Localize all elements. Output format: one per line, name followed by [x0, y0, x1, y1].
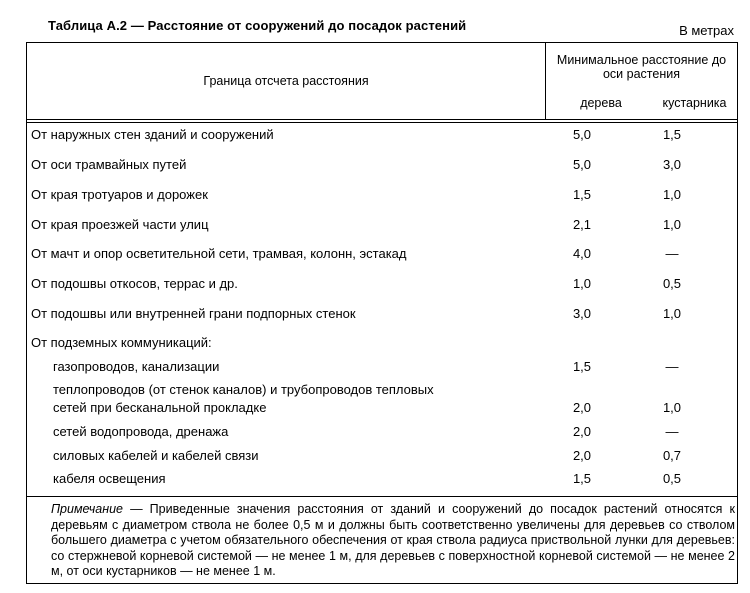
- tree-value: 1,5: [572, 187, 592, 202]
- header-min-distance: [546, 43, 737, 119]
- header-min-distance-label: Минимальное расстояние до оси растения: [556, 53, 727, 81]
- tree-value: 5,0: [572, 157, 592, 172]
- row-label: теплопроводов (от стенок каналов) и трубопроводов тепловых: [53, 382, 434, 397]
- underground-heading: От подземных коммуникаций:: [31, 335, 212, 350]
- distance-table: [26, 42, 738, 584]
- tree-value: 2,1: [572, 217, 592, 232]
- row-label: От подошвы откосов, террас и др.: [31, 276, 238, 291]
- header-tree: дерева: [580, 96, 622, 110]
- row-label-continued: сетей при бесканальной прокладке: [53, 400, 267, 415]
- note-text: — Приведенные значения расстояния от зданий и сооружений до посадок растений относятся к деревьям с диаметром ствола не более 0,5 м и должны быть соответственно увеличены для деревьев со стволом большего диаметра с учетом обязательного обеспечения от края ствола радиуса приствольной лунки для деревьев: со стержневой корневой системой — не менее 1 м, для деревьев с поверхностной корневой системой — не менее 2 м, от оси кустарников — не менее 1 м.: [51, 502, 735, 579]
- header-boundary: [27, 43, 546, 119]
- header-boundary-label: Граница отсчета расстояния: [203, 74, 369, 88]
- row-label: От края проезжей части улиц: [31, 217, 209, 232]
- tree-value: 5,0: [572, 127, 592, 142]
- row-label: От подошвы или внутренней грани подпорных стенок: [31, 306, 356, 321]
- header-shrub: кустарника: [662, 96, 727, 110]
- table-title: Таблица А.2 — Расстояние от сооружений до посадок растений: [48, 18, 467, 33]
- shrub-value: 1,0: [662, 400, 682, 415]
- shrub-value: 0,5: [662, 471, 682, 486]
- shrub-value: 1,0: [662, 217, 682, 232]
- row-label: От мачт и опор осветительной сети, трамвая, колонн, эстакад: [31, 246, 407, 261]
- row-label: сетей водопровода, дренажа: [53, 424, 229, 439]
- row-label: От оси трамвайных путей: [31, 157, 187, 172]
- tree-value: 4,0: [572, 246, 592, 261]
- note-divider: [27, 496, 737, 497]
- tree-value: 1,0: [572, 276, 592, 291]
- shrub-value: 1,5: [662, 127, 682, 142]
- shrub-value: 0,7: [662, 448, 682, 463]
- shrub-value: 1,0: [662, 306, 682, 321]
- units-label: В метрах: [679, 23, 734, 38]
- tree-value: 1,5: [572, 471, 592, 486]
- tree-value: 2,0: [572, 448, 592, 463]
- shrub-value: 1,0: [662, 187, 682, 202]
- shrub-value: 3,0: [662, 157, 682, 172]
- row-label: силовых кабелей и кабелей связи: [53, 448, 259, 463]
- note-label: Примечание: [51, 502, 123, 516]
- header-divider: [27, 119, 737, 123]
- row-label: От края тротуаров и дорожек: [31, 187, 208, 202]
- row-label: кабеля освещения: [53, 471, 166, 486]
- row-label: От наружных стен зданий и сооружений: [31, 127, 274, 142]
- tree-value: 2,0: [572, 424, 592, 439]
- table-note: [51, 502, 735, 580]
- shrub-value: 0,5: [662, 276, 682, 291]
- shrub-value: —: [665, 246, 679, 261]
- row-label: газопроводов, канализации: [53, 359, 220, 374]
- tree-value: 1,5: [572, 359, 592, 374]
- tree-value: 2,0: [572, 400, 592, 415]
- shrub-value: —: [665, 359, 679, 374]
- tree-value: 3,0: [572, 306, 592, 321]
- shrub-value: —: [665, 424, 679, 439]
